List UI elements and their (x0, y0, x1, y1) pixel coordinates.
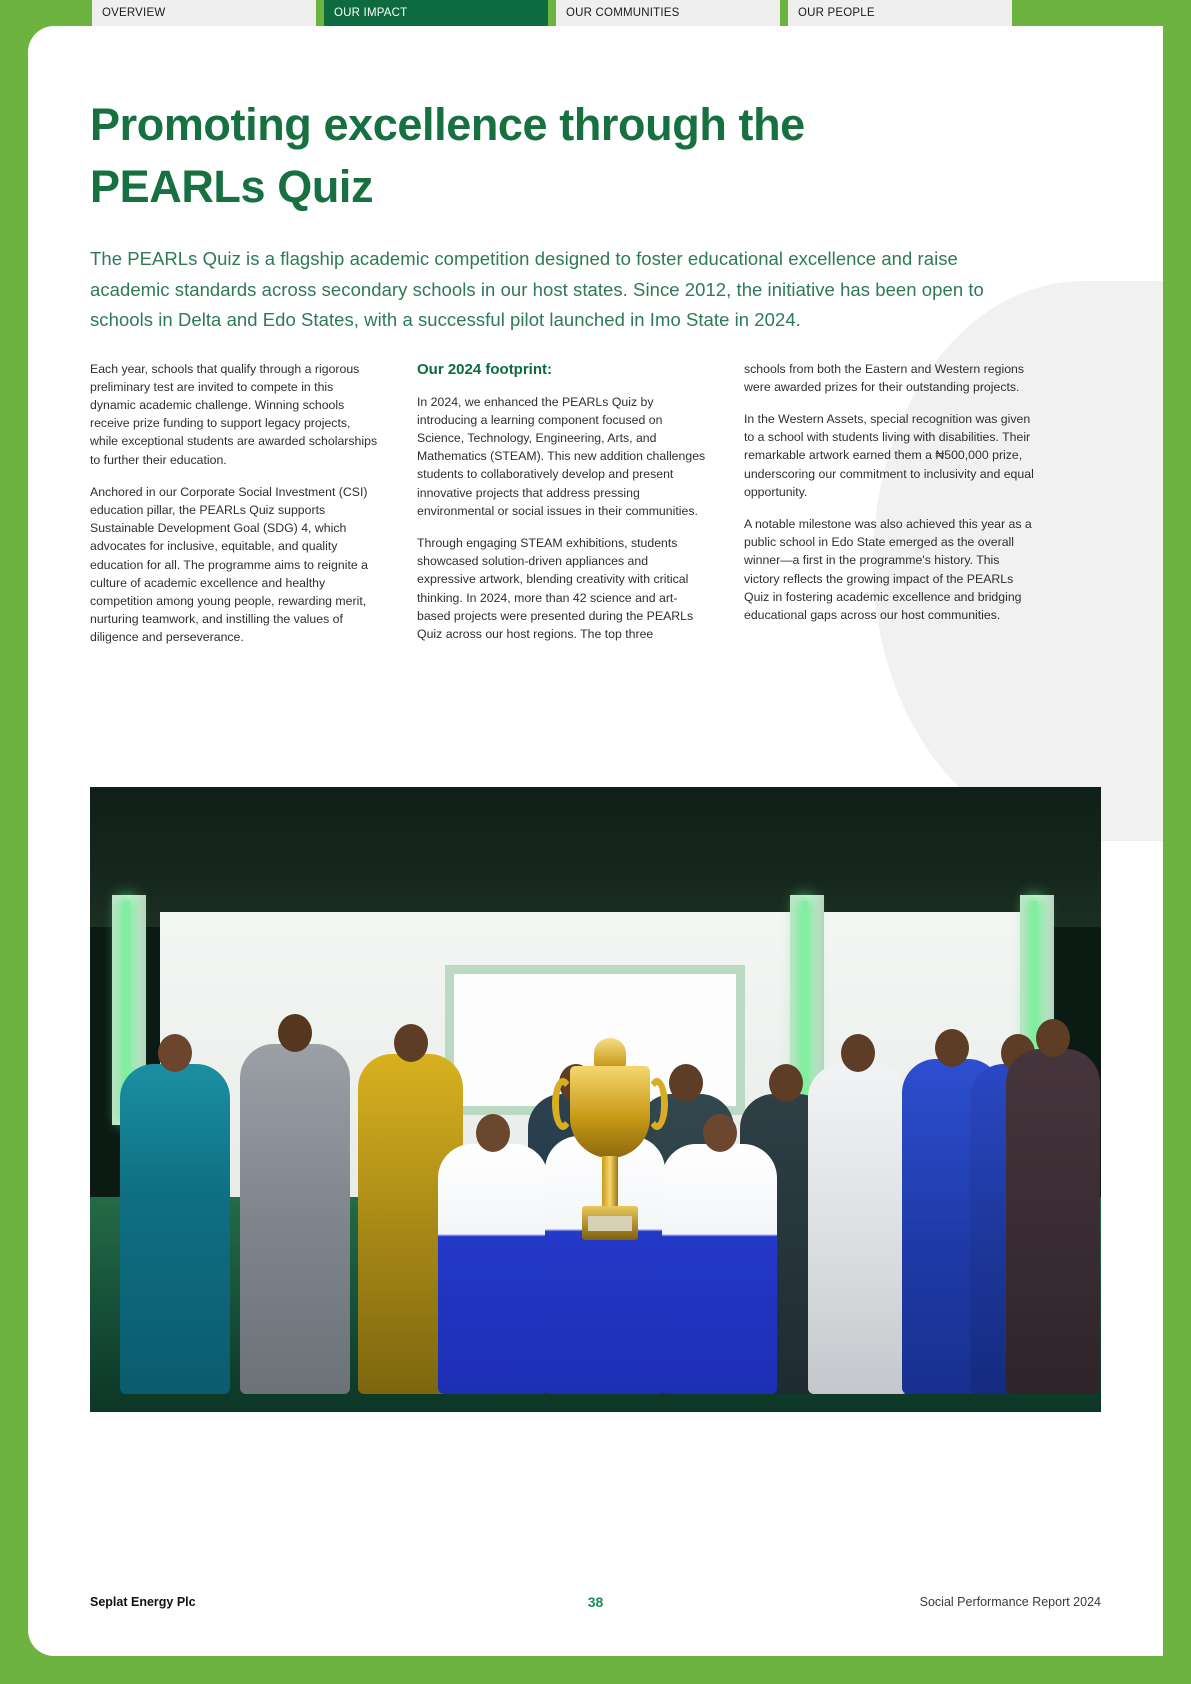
paragraph: Anchored in our Corporate Social Investment (CSI) education pillar, the PEARLs Quiz supports Sustainable Development Goal (SDG) 4, which advocates for inclusive, equitable, and quality education for all. The programme aims to reignite a culture of academic excellence and healthy competition among young people, rewarding merit, nurturing teamwork, and instilling the values of diligence and perseverance. (90, 484, 368, 645)
page-footer (90, 1594, 1101, 1610)
photo-container (90, 787, 1101, 1412)
person-figure (1006, 1049, 1100, 1394)
trophy-icon (564, 1032, 656, 1262)
person-figure (808, 1064, 908, 1394)
tab-our-people-label: OUR PEOPLE (798, 7, 875, 19)
paragraph: Each year, schools that qualify through a rigorous preliminary test are invited to compete in this dynamic academic challenge. Winning schools receive prize funding to support legacy projects, while exceptional students are awarded scholarships to further their education. (90, 361, 378, 467)
tab-our-impact-label: OUR IMPACT (334, 7, 408, 19)
footer-report-name: Social Performance Report 2024 (919, 1595, 1101, 1609)
column-middle (417, 360, 708, 661)
page-content (28, 94, 1163, 661)
tab-overview[interactable] (88, 0, 316, 26)
footer-page-number: 38 (587, 1594, 604, 1610)
subheading-2024-footprint: Our 2024 footprint: (417, 360, 553, 378)
event-photograph (90, 787, 1101, 1412)
student-figure (438, 1144, 548, 1394)
tab-our-impact[interactable] (320, 0, 548, 26)
stage-backdrop-top (90, 787, 1101, 927)
paragraph: schools from both the Eastern and Western regions were awarded prizes for their outstanding projects. (744, 361, 1025, 394)
column-right (744, 360, 1035, 661)
tab-our-communities[interactable] (552, 0, 780, 26)
paragraph: In 2024, we enhanced the PEARLs Quiz by introducing a learning component focused on Science, Technology, Engineering, Arts, and Mathematics (STEAM). This new addition challenges students to collaboratively develop and present innovative projects that address pressing environmental or social issues in their communities. (417, 394, 706, 518)
footer-company-name: Seplat Energy Plc (90, 1595, 196, 1609)
paragraph: Through engaging STEAM exhibitions, students showcased solution-driven appliances and expressive artwork, blending creativity with critical thinking. In 2024, more than 42 science and art-based projects were presented during the PEARLs Quiz across our host regions. The top three (417, 535, 694, 641)
person-figure (120, 1064, 230, 1394)
page-title: Promoting excellence through the PEARLs Quiz (90, 99, 805, 212)
tab-our-people[interactable] (784, 0, 1012, 26)
student-figure (662, 1144, 777, 1394)
person-figure (240, 1044, 350, 1394)
paragraph: In the Western Assets, special recognition was given to a school with students living with disabilities. Their remarkable artwork earned them a ₦500,000 prize, underscoring our commitment to inclusivity and equal opportunity. (744, 411, 1034, 499)
tab-overview-label: OVERVIEW (102, 7, 166, 19)
paragraph: A notable milestone was also achieved this year as a public school in Edo State emerged as the overall winner—a first in the programme's history. This victory reflects the growing impact of the PEARLs Quiz in fostering academic excellence and bridging educational gaps across our host communities. (744, 516, 1032, 622)
section-nav-tabs (88, 0, 1016, 26)
body-columns (90, 360, 1101, 661)
tab-our-communities-label: OUR COMMUNITIES (566, 7, 680, 19)
page-sheet (28, 26, 1163, 1656)
page-standfirst: The PEARLs Quiz is a flagship academic competition designed to foster educational excellence and raise academic standards across secondary schools in our host states. Since 2012, the initiative has been open to schools in Delta and Edo States, with a successful pilot launched in Imo State in 2024. (90, 248, 984, 330)
column-left (90, 360, 381, 661)
